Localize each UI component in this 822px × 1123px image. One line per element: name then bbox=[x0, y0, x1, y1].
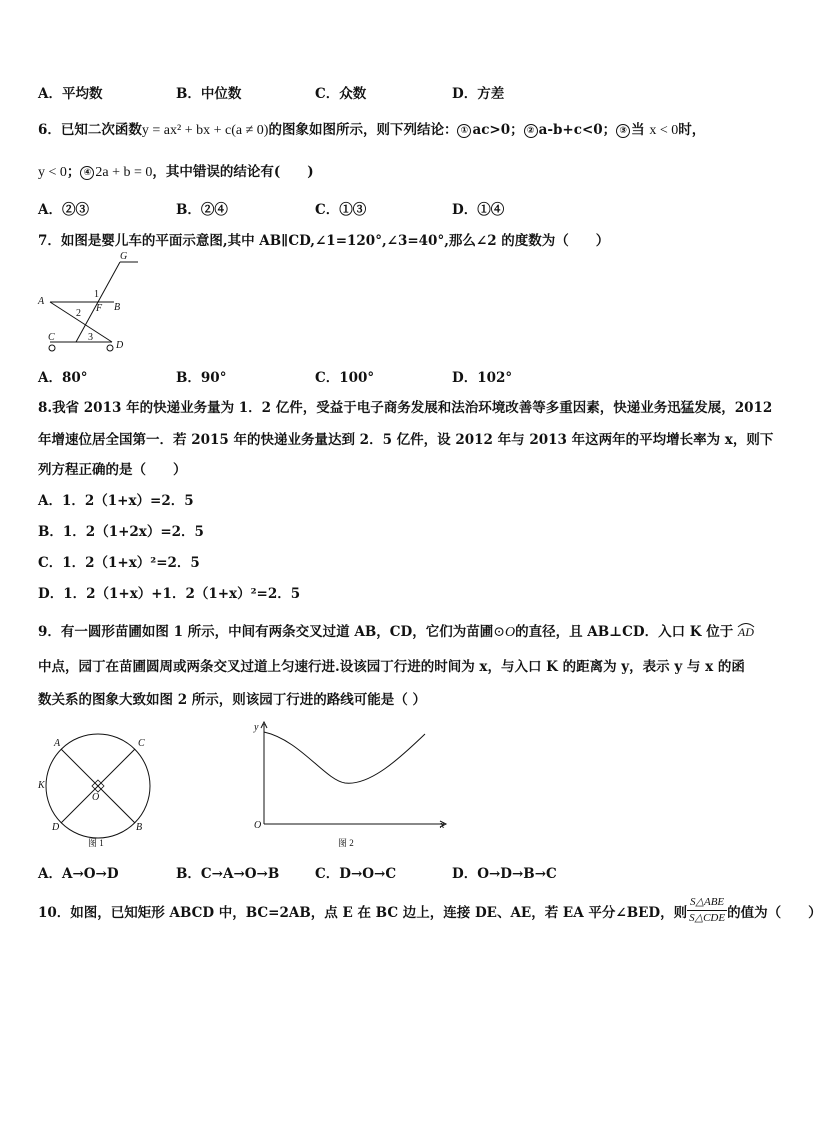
q6-stmt3c: ； bbox=[66, 164, 81, 180]
q7-label-c: C bbox=[48, 332, 55, 343]
q9-fig1-label-c: C bbox=[138, 738, 145, 749]
q9-fig1-label-k: K bbox=[38, 780, 45, 791]
q8-line1: 8.我省 2013 年的快递业务量为 1．2 亿件，受益于电子商务发展和法治环境改善等多重因素，快递业务迅猛发展，2012 bbox=[38, 400, 773, 416]
q6-option-c: C．①③ bbox=[315, 202, 367, 218]
q9-line1c: 的直径，且 AB⊥CD．入口 K 位于 bbox=[515, 624, 734, 640]
q7-wheel-right bbox=[107, 345, 113, 351]
q9-option-d: D．O→D→B→C bbox=[452, 866, 557, 882]
q9-fig2-curve bbox=[264, 732, 425, 783]
q9-option-b: B．C→A→O→B bbox=[176, 866, 280, 882]
q9-fig2-label-o: O bbox=[254, 820, 262, 831]
q9-option-a: A．A→O→D bbox=[38, 866, 119, 882]
q5-option-a: A．平均数 bbox=[38, 86, 103, 102]
q6-option-b: B．②④ bbox=[176, 202, 228, 218]
q6-stmt3-math2: y < 0 bbox=[38, 165, 67, 180]
q6-option-d: D．①④ bbox=[452, 202, 505, 218]
q8-option-d: D．1．2（1+x）+1．2（1+x）²=2．5 bbox=[38, 586, 301, 602]
q6-stmt1: ac>0； bbox=[472, 122, 524, 138]
q6-line2 bbox=[38, 160, 314, 181]
q6-stmt3b: 时， bbox=[678, 122, 706, 138]
q9-fig1-label-a: A bbox=[54, 738, 61, 749]
q7-label-b: B bbox=[114, 302, 121, 313]
arc-icon bbox=[737, 622, 755, 628]
q10-line bbox=[38, 897, 822, 924]
q9-line1 bbox=[38, 620, 754, 641]
q6-mid: 的图象如图所示，则下列结论： bbox=[268, 122, 458, 138]
q8-option-b: B．1．2（1+2x）=2．5 bbox=[38, 524, 204, 540]
q8-option-a: A．1．2（1+x）=2．5 bbox=[38, 493, 194, 509]
circled-2-icon: ② bbox=[524, 124, 538, 138]
q9-line2: 中点，园丁在苗圃圆周或两条交叉过道上匀速行进.设该园丁行进的时间为 x，与入口 K 的距离为 y，表示 y 与 x 的函 bbox=[38, 659, 745, 675]
q6-stmt2: a-b+c<0； bbox=[538, 122, 617, 138]
q6-prefix: 6．已知二次函数 bbox=[38, 122, 142, 138]
q9-line3: 数关系的图象大致如图 2 所示，则该园丁行进的路线可能是（ ） bbox=[38, 692, 426, 708]
q9-fig2-caption: 图 2 bbox=[338, 838, 354, 848]
q10-text: 10．如图，已知矩形 ABCD 中，BC=2AB，点 E 在 BC 边上，连接 DE、AE，若 EA 平分∠BED，则 bbox=[38, 904, 688, 921]
q9-fig1-label-o: O bbox=[92, 792, 100, 803]
q7-label-2: 2 bbox=[76, 308, 81, 319]
q9-line1a: 9．有一圆形苗圃如图 1 所示，中间有两条交叉过道 AB，CD，它们为苗圃 bbox=[38, 624, 494, 640]
q7-label-d: D bbox=[116, 340, 124, 351]
q7-text: 7．如图是婴儿车的平面示意图,其中 AB∥CD,∠1=120°,∠3=40°,那么∠2 的度数为（ ） bbox=[38, 233, 610, 249]
q9-fig2-label-x: x bbox=[440, 820, 445, 831]
q7-option-d: D．102° bbox=[452, 370, 513, 386]
circled-4-icon: ④ bbox=[80, 166, 94, 180]
q8-option-c: C．1．2（1+x）²=2．5 bbox=[38, 555, 200, 571]
q6-stmt4-math: 2a + b = 0 bbox=[95, 165, 153, 180]
q10-frac-denominator: S△CDE bbox=[689, 912, 726, 924]
q9-fig1-caption: 图 1 bbox=[88, 838, 104, 848]
q6-end: ，其中错误的结论有( ) bbox=[152, 164, 314, 180]
q9-arc-ad: AD bbox=[738, 625, 754, 640]
q10-end: 的值为（ ） bbox=[727, 904, 822, 921]
circled-3-icon: ③ bbox=[616, 124, 630, 138]
q7-label-g: G bbox=[120, 251, 128, 262]
q7-option-b: B．90° bbox=[176, 370, 227, 386]
q5-option-b: B．中位数 bbox=[176, 86, 242, 102]
q7-label-1: 1 bbox=[94, 289, 99, 300]
q9-circle-o: ⊙O bbox=[493, 625, 516, 640]
q9-option-c: C．D→O→C bbox=[315, 866, 397, 882]
q7-label-a: A bbox=[38, 296, 45, 307]
q6-function: y = ax² + bx + c(a ≠ 0) bbox=[141, 123, 269, 138]
q8-line2: 年增速位居全国第一．若 2015 年的快递业务量达到 2．5 亿件，设 2012 年与 2013 年这两年的平均增长率为 x，则下 bbox=[38, 432, 774, 448]
q7-label-3: 3 bbox=[88, 332, 93, 343]
q7-stroller-figure bbox=[34, 250, 150, 358]
q5-option-c: C．众数 bbox=[315, 86, 367, 102]
q5-option-d: D．方差 bbox=[452, 86, 505, 102]
q9-figure-1 bbox=[34, 730, 164, 850]
q7-wheel-left bbox=[49, 345, 55, 351]
q7-option-c: C．100° bbox=[315, 370, 375, 386]
q8-line3: 列方程正确的是（ ） bbox=[38, 462, 187, 478]
q6-stmt3-math: x < 0 bbox=[649, 123, 679, 138]
circled-1-icon: ① bbox=[457, 124, 471, 138]
q6-line1 bbox=[38, 118, 705, 139]
q10-fraction bbox=[687, 897, 727, 924]
q9-fig2-label-y: y bbox=[254, 722, 259, 733]
q7-label-f: F bbox=[96, 303, 103, 314]
q7-line-ad bbox=[50, 302, 112, 342]
q7-option-a: A．80° bbox=[38, 370, 88, 386]
q9-fig1-label-d: D bbox=[52, 822, 60, 833]
q10-frac-numerator: S△ABE bbox=[687, 897, 727, 911]
q9-fig1-label-b: B bbox=[136, 822, 143, 833]
q6-stmt3a: 当 bbox=[631, 122, 645, 138]
q9-figure-2 bbox=[250, 720, 450, 850]
q6-option-a: A．②③ bbox=[38, 202, 89, 218]
